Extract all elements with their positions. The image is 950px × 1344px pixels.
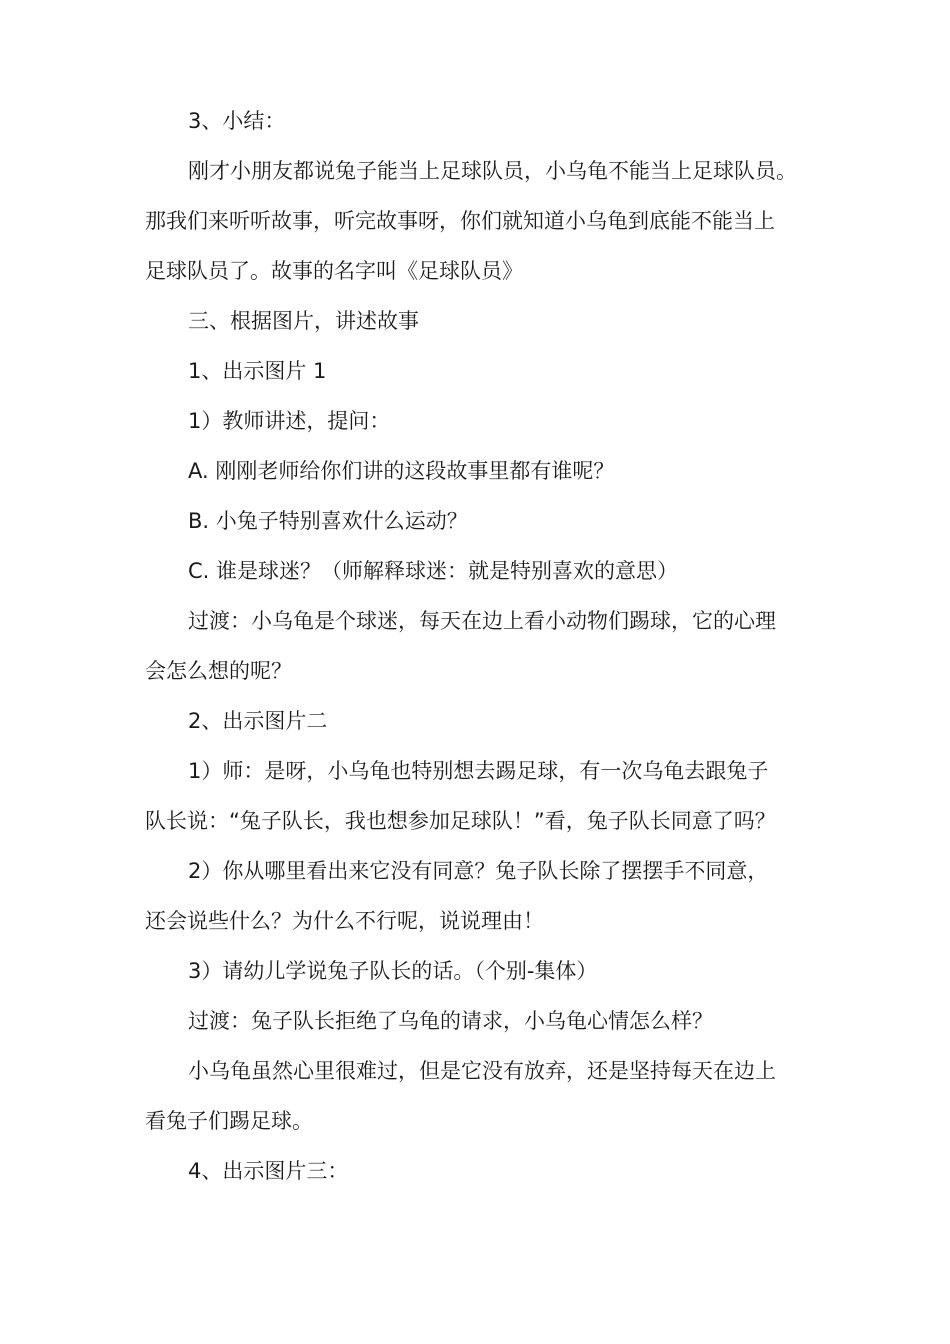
paragraph-line: 足球队员了。故事的名字叫《足球队员》	[145, 259, 523, 283]
question-item: B. 小兔子特别喜欢什么运动？	[188, 509, 468, 533]
step-heading: 1、出示图片 1	[188, 359, 327, 383]
paragraph-line: 看兔子们踢足球。	[145, 1109, 313, 1133]
question-item: C. 谁是球迷？（师解释球迷：就是特别喜欢的意思）	[188, 559, 679, 583]
paragraph-line: 1）师：是呀，小乌龟也特别想去踢足球，有一次乌龟去跟兔子	[188, 759, 769, 783]
paragraph-line: 那我们来听听故事，听完故事呀，你们就知道小乌龟到底能不能当上	[145, 209, 775, 233]
step-heading: 2、出示图片二	[188, 709, 328, 733]
paragraph-line: 1）教师讲述，提问：	[188, 409, 391, 433]
paragraph-line: 会怎么想的呢？	[145, 659, 292, 683]
paragraph-line: 过渡：兔子队长拒绝了乌龟的请求，小乌龟心情怎么样？	[188, 1009, 713, 1033]
paragraph-line: 2）你从哪里看出来它没有同意？兔子队长除了摆摆手不同意，	[188, 859, 769, 883]
paragraph-line: 队长说：“兔子队长，我也想参加足球队！”看，兔子队长同意了吗？	[145, 809, 776, 833]
section-heading: 三、根据图片，讲述故事	[188, 309, 419, 333]
paragraph-line: 刚才小朋友都说兔子能当上足球队员，小乌龟不能当上足球队员。	[188, 159, 797, 183]
paragraph-line: 小乌龟虽然心里很难过，但是它没有放弃，还是坚持每天在边上	[188, 1059, 776, 1083]
paragraph-line: 过渡：小乌龟是个球迷，每天在边上看小动物们踢球，它的心理	[188, 609, 776, 633]
section-heading-summary: 3、小结：	[188, 109, 286, 133]
paragraph-line: 还会说些什么？为什么不行呢，说说理由！	[145, 909, 544, 933]
question-item: A. 刚刚老师给你们讲的这段故事里都有谁呢？	[188, 459, 615, 483]
paragraph-line: 3）请幼儿学说兔子队长的话。（个别-集体）	[188, 959, 598, 983]
step-heading: 4、出示图片三：	[188, 1159, 349, 1183]
